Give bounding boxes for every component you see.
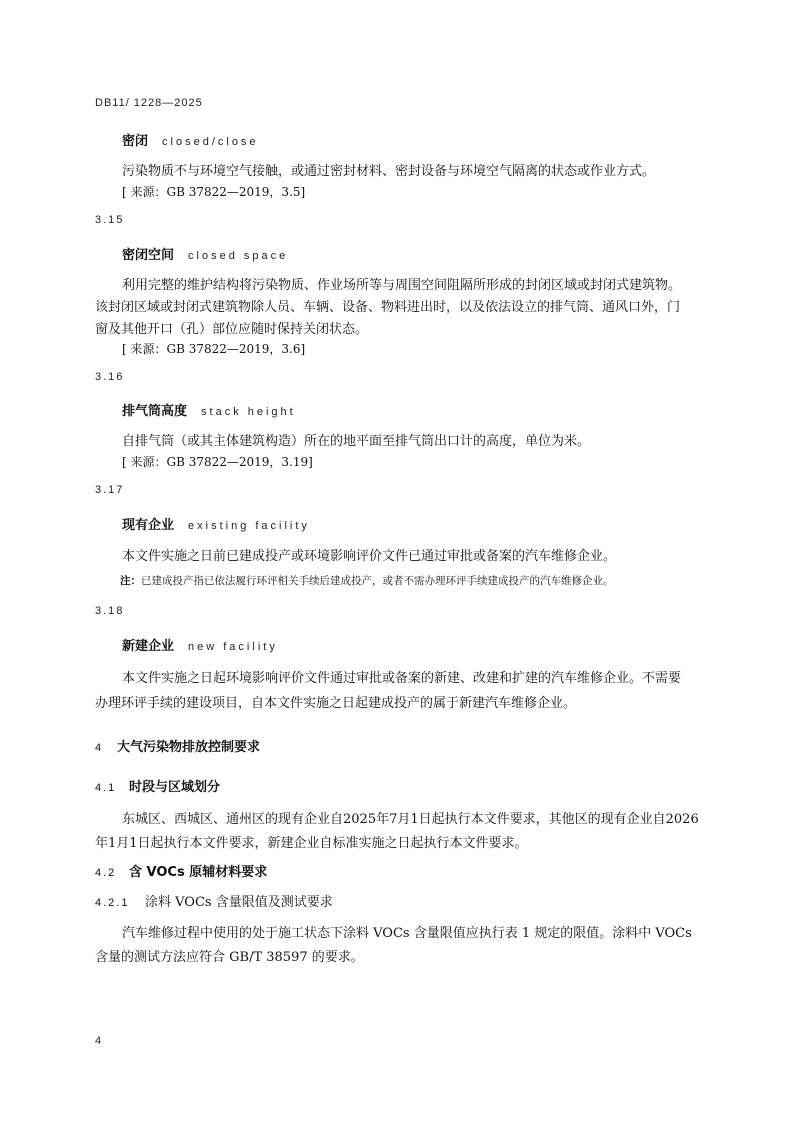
term-closed-space [122, 244, 288, 263]
section-title: 涂料 VOCs 含量限值及测试要求 [145, 895, 333, 910]
definition-line: 该封闭区域或封闭式建筑物除人员、车辆、设备、物料进出时，以及依法设立的排气筒、通风口外，门 [95, 300, 681, 315]
clause-number-3-15: 3.15 [95, 214, 125, 226]
section-number: 4 [95, 742, 104, 754]
section-4-2-1-heading [95, 891, 333, 910]
term-closed [122, 130, 259, 149]
clause-number-3-16: 3.16 [95, 371, 125, 383]
source-stack-height: [ 来源：GB 37822—2019，3.19] [122, 455, 313, 469]
clause-number-3-17: 3.17 [95, 484, 125, 496]
term-existing-facility [122, 514, 310, 533]
paragraph-line: 含量的测试方法应符合 GB/T 38597 的要求。 [95, 950, 364, 965]
term-en: new facility [188, 641, 278, 653]
definition-stack-height: 自排气筒（或其主体建筑构造）所在的地平面至排气筒出口计的高度，单位为米。 [122, 434, 591, 449]
definition-line: 利用完整的维护结构将污染物质、作业场所等与周围空间阻隔所形成的封闭区域或封闭式建筑物。 [122, 278, 682, 293]
term-en: existing facility [188, 520, 310, 532]
term-en: closed space [188, 250, 289, 262]
definition-closed: 污染物质不与环境空气接触，或通过密封材料、密封设备与环境空气隔离的状态或作业方式。 [122, 164, 656, 179]
term-new-facility [122, 635, 278, 654]
section-number: 4.2.1 [95, 897, 130, 909]
source-closed: [ 来源：GB 37822—2019，3.5] [122, 185, 306, 199]
clause-number-3-18: 3.18 [95, 605, 125, 617]
definition-existing-facility: 本文件实施之日前已建成投产或环境影响评价文件已通过审批或备案的汽车维修企业。 [122, 549, 617, 564]
page-number: 4 [95, 1035, 103, 1047]
definition-line: 窗及其他开口（孔）部位应随时保持关闭状态。 [95, 322, 369, 337]
term-en: stack height [201, 406, 296, 418]
section-title: 含 VOCs 原辅材料要求 [129, 865, 268, 880]
note-label: 注： [120, 575, 141, 587]
paragraph-line: 汽车维修过程中使用的处于施工状态下涂料 VOCs 含量限值应执行表 1 规定的限值。涂料中 VOCs [122, 926, 692, 941]
section-number: 4.1 [95, 782, 117, 794]
section-4-1-heading [95, 776, 220, 795]
note-text: 已建成投产指已依法履行环评相关手续后建成投产，或者不需办理环评手续建成投产的汽车维修企业。 [141, 575, 614, 587]
section-number: 4.2 [95, 867, 117, 879]
section-title: 时段与区域划分 [129, 780, 221, 795]
definition-line: 办理环评手续的建设项目，自本文件实施之日起建成投产的属于新建汽车维修企业。 [95, 696, 577, 711]
term-zh: 现有企业 [122, 518, 175, 533]
paragraph-line: 东城区、西城区、通州区的现有企业自2025年7月1日起执行本文件要求，其他区的现有企业自2026 [122, 812, 699, 827]
note-existing-facility [120, 573, 614, 588]
term-stack-height [122, 400, 296, 419]
paragraph-line: 年1月1日起执行本文件要求，新建企业自标准实施之日起执行本文件要求。 [95, 836, 528, 851]
section-4-heading [95, 736, 260, 755]
term-zh: 密闭 [122, 134, 149, 149]
standard-code: DB11/ 1228—2025 [95, 97, 203, 109]
source-closed-space: [ 来源：GB 37822—2019，3.6] [122, 342, 306, 356]
definition-line: 本文件实施之日起环境影响评价文件通过审批或备案的新建、改建和扩建的汽车维修企业。不需要 [122, 671, 682, 686]
term-en: closed/close [162, 136, 259, 148]
term-zh: 新建企业 [122, 639, 175, 654]
section-4-2-heading [95, 861, 267, 880]
section-title: 大气污染物排放控制要求 [117, 740, 261, 755]
term-zh: 排气筒高度 [122, 404, 188, 419]
term-zh: 密闭空间 [122, 248, 175, 263]
